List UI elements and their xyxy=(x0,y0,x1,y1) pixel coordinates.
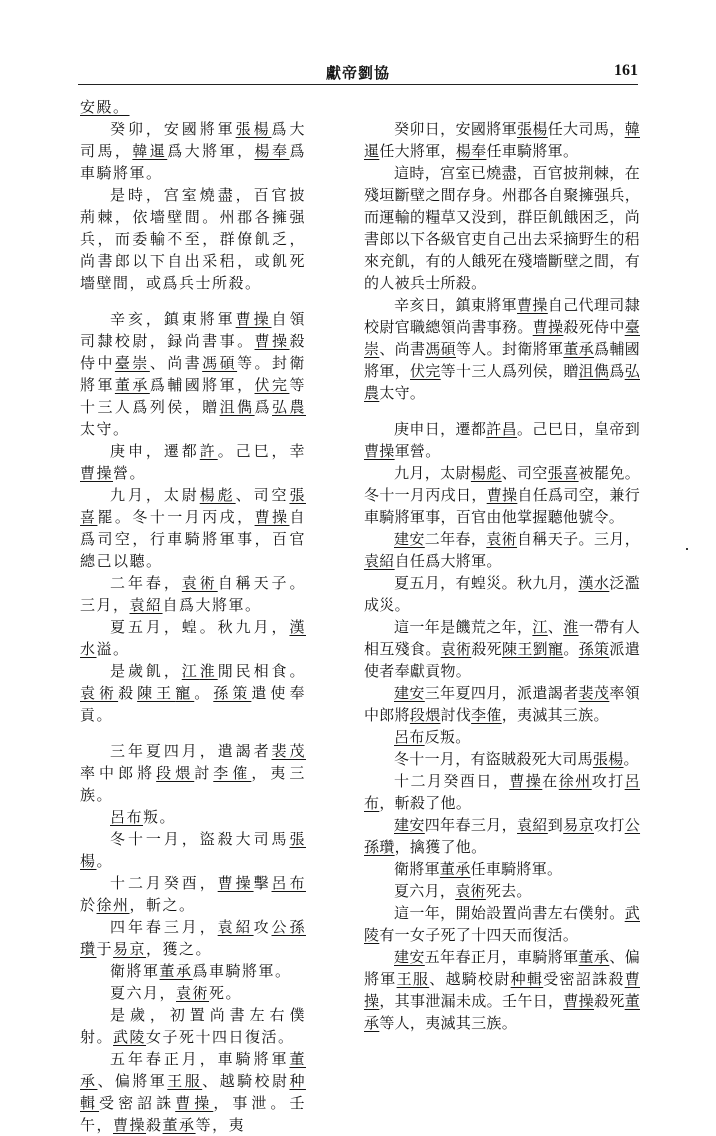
paragraph: 這一年，開始設置尚書左右僕射。武陵有一女子死了十四天而復活。 xyxy=(364,904,640,944)
paragraph: 癸卯日，安國將軍張楊任大司馬，韓暹任大將軍，楊奉任車騎將軍。 xyxy=(364,120,640,160)
paragraph: 二年春，袁術自稱天子。三月，袁紹自爲大將軍。 xyxy=(80,574,306,614)
paragraph: 三年夏四月，遣謁者裴茂率中郎將段煨討李傕，夷三族。 xyxy=(80,742,306,804)
running-header xyxy=(78,62,638,84)
page-number: 161 xyxy=(614,62,638,79)
paragraph: 呂布叛。 xyxy=(110,808,177,826)
paragraph: 庚申日，遷都許昌。己巳日，皇帝到曹操軍營。 xyxy=(364,420,640,460)
paragraph: 建安五年春正月，車騎將軍董承、偏將軍王服、越騎校尉种輯受密詔誅殺曹操，其事泄漏未成。壬午日，曹操殺死董承等人，夷滅其三族。 xyxy=(364,948,640,1032)
paragraph: 四年春三月，袁紹攻公孫瓚于易京，獲之。 xyxy=(80,918,306,958)
paragraph: 建安四年春三月，袁紹到易京攻打公孫瓚，擒獲了他。 xyxy=(364,816,641,856)
paragraph: 這一年是饑荒之年，江、淮一帶有人相互殘食。袁術殺死陳王劉寵。孫策派遣使者奉獻貢物。 xyxy=(364,618,641,680)
paragraph: 九月，太尉楊彪、司空張喜罷。冬十一月丙戌，曹操自爲司空，行車騎將軍事，百官總己以聽。 xyxy=(80,486,306,570)
paragraph: 這時，宫室已燒盡，百官披荆棘，在殘垣斷壁之間存身。州郡各自聚擁强兵，而運輸的糧草又没到，群臣飢餓困乏，尚書郎以下各級官吏自己出去采摘野生的稆來充飢，有的人餓死在殘墻斷壁之間，有的人被兵士所殺。 xyxy=(364,164,640,292)
header-rule xyxy=(78,84,638,85)
paragraph: 是時，宫室燒盡，百官披荊棘，依墻壁間。州郡各擁强兵，而委輸不至，群僚飢乏，尚書郎以下自出采稆，或飢死墻壁間，或爲兵士所殺。 xyxy=(80,186,306,292)
paragraph: 辛亥，鎮東將軍曹操自領司隸校尉，録尚書事。曹操殺侍中臺崇、尚書馮碩等。封衛將軍董承爲輔國將軍，伏完等十三人爲列侯，贈沮儁爲弘農太守。 xyxy=(80,310,306,438)
paragraph: 衛將軍董承任車騎將軍。 xyxy=(394,860,563,878)
scan-speck xyxy=(686,548,688,550)
paragraph: 庚申，遷都許。己巳，幸曹操營。 xyxy=(80,442,306,482)
paragraph: 癸卯，安國將軍張楊爲大司馬，韓暹爲大將軍，楊奉爲車騎將軍。 xyxy=(80,120,306,182)
chapter-title: 獻帝劉協 xyxy=(325,64,390,82)
paragraph: 辛亥日，鎮東將軍曹操自己代理司隸校尉官職總領尚書事務。曹操殺死侍中臺崇、尚書馮碩等人。封衛將軍董承爲輔國將軍，伏完等十三人爲列侯，贈沮儁爲弘農太守。 xyxy=(364,296,640,402)
paragraph: 夏六月，袁術死。 xyxy=(110,984,243,1002)
paragraph: 十二月癸酉日，曹操在徐州攻打呂布，斬殺了他。 xyxy=(364,772,640,812)
paragraph: 衛將軍董承爲車騎將軍。 xyxy=(110,962,292,980)
paragraph: 冬十一月，盜殺大司馬張楊。 xyxy=(80,830,306,870)
paragraph: 建安三年夏四月，派遣謁者裴茂率領中郎將段煨討伐李傕，夷滅其三族。 xyxy=(364,684,640,724)
paragraph: 夏六月，袁術死去。 xyxy=(394,882,532,900)
paragraph: 建安二年春，袁術自稱天子。三月，袁紹自任爲大將軍。 xyxy=(364,530,640,570)
paragraph: 是歲，初置尚書左右僕射。武陵女子死十四日復活。 xyxy=(80,1006,306,1046)
classical-text-column xyxy=(80,96,306,1136)
paragraph: 冬十一月，有盜賊殺死大司馬張楊。 xyxy=(394,750,639,768)
paragraph: 夏五月，有蝗災。秋九月，漢水泛濫成災。 xyxy=(364,574,640,614)
paragraph: 安殿。 xyxy=(80,98,130,116)
paragraph: 九月，太尉楊彪、司空張喜被罷免。冬十一月丙戌日，曹操自任爲司空，兼行車騎將軍事，百官由他掌握聽他號令。 xyxy=(364,464,640,526)
paragraph: 五年春正月，車騎將軍董承、偏將軍王服、越騎校尉种輯受密詔誅曹操，事泄。壬午，曹操殺董承等，夷 xyxy=(80,1050,306,1134)
paragraph: 是歲飢，江淮閒民相食。袁術殺陳王寵。孫策遣使奉貢。 xyxy=(80,662,306,724)
translation-column xyxy=(364,118,640,1034)
paragraph: 呂布反叛。 xyxy=(394,728,471,746)
paragraph: 夏五月，蝗。秋九月，漢水溢。 xyxy=(80,618,306,658)
paragraph: 十二月癸酉，曹操擊呂布於徐州，斬之。 xyxy=(80,874,306,914)
